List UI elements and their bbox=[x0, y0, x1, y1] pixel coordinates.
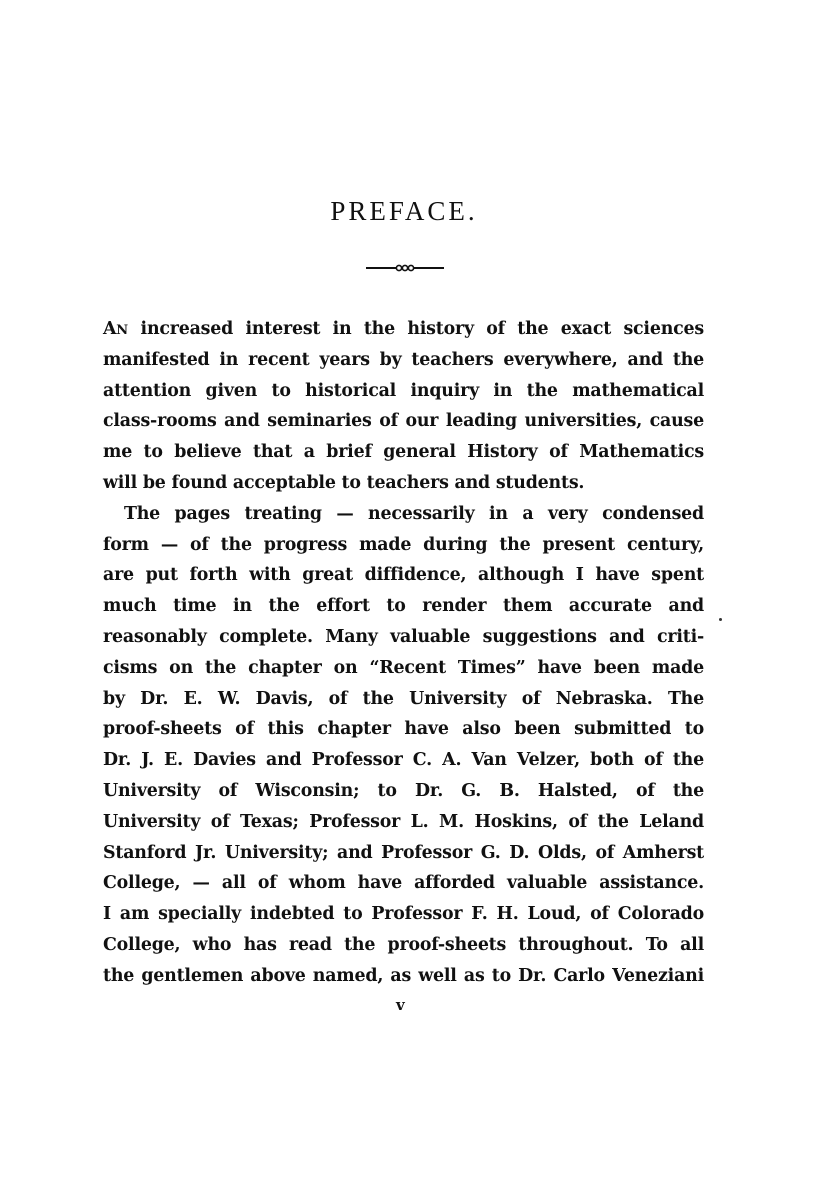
paragraph-2 bbox=[103, 499, 704, 992]
margin-speck bbox=[719, 618, 722, 621]
text-line: The pages treating — necessarily in a very condensed bbox=[124, 503, 704, 524]
decorative-rule-icon bbox=[366, 261, 444, 275]
preface-text bbox=[103, 314, 704, 992]
line-text: increased interest in the history of the exact sciences bbox=[128, 319, 704, 339]
text-line: attention given to historical inquiry in the mathematical bbox=[103, 380, 704, 401]
paragraph-1 bbox=[103, 314, 704, 499]
text-line: much time in the effort to render them accurate and bbox=[103, 596, 704, 617]
text-line: form — of the progress made during the present century, bbox=[103, 534, 704, 555]
text-line: are put forth with great diffidence, although I have spent bbox=[103, 565, 704, 586]
text-line: proof-sheets of this chapter have also been submitted to bbox=[103, 719, 704, 740]
text-line: will be found acceptable to teachers and students. bbox=[103, 472, 585, 493]
text-line: the gentlemen above named, as well as to Dr. Carlo Veneziani bbox=[103, 965, 704, 986]
text-line: College, who has read the proof-sheets throughout. To all bbox=[103, 934, 704, 955]
text-line: cisms on the chapter on “Recent Times” have been made bbox=[103, 657, 704, 678]
text-line: University of Wisconsin; to Dr. G. B. Halsted, of the bbox=[103, 780, 704, 801]
text-line: reasonably complete. Many valuable suggestions and criti- bbox=[103, 626, 704, 647]
text-line: me to believe that a brief general History of Mathematics bbox=[103, 442, 704, 463]
text-line: class-rooms and seminaries of our leading universities, cause bbox=[103, 411, 704, 432]
page-title: PREFACE. bbox=[330, 196, 478, 226]
drop-letter: A bbox=[103, 319, 117, 339]
text-line: I am specially indebted to Professor F. H. Loud, of Colorado bbox=[103, 904, 704, 925]
text-line: Dr. J. E. Davies and Professor C. A. Van Velzer, both of the bbox=[103, 750, 704, 771]
text-line: manifested in recent years by teachers everywhere, and the bbox=[103, 349, 704, 370]
text-line: Stanford Jr. University; and Professor G. D. Olds, of Amherst bbox=[103, 842, 704, 863]
drop-letter-small: N bbox=[116, 323, 129, 338]
text-line: College, — all of whom have afforded valuable assistance. bbox=[103, 873, 704, 894]
text-line bbox=[103, 314, 704, 345]
page-number: v bbox=[396, 996, 405, 1014]
text-line: by Dr. E. W. Davis, of the University of Nebraska. The bbox=[103, 688, 704, 709]
text-line: University of Texas; Professor L. M. Hoskins, of the Leland bbox=[103, 811, 704, 832]
